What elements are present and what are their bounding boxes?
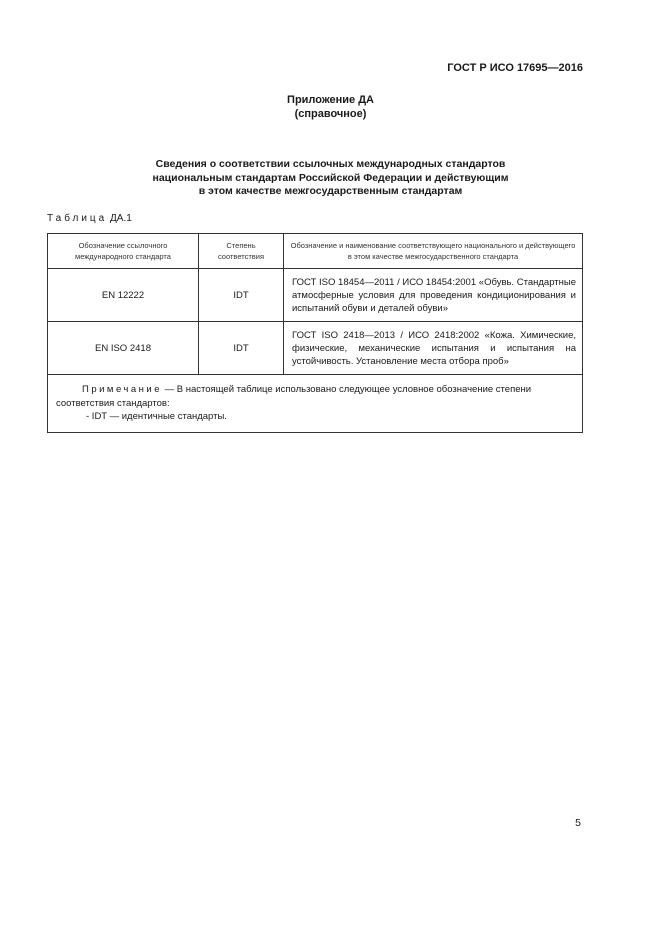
page-number: 5 — [575, 817, 581, 829]
cell-reference: EN ISO 2418 — [48, 322, 199, 375]
correspondence-table — [47, 233, 583, 433]
table-note — [48, 375, 583, 433]
cell-degree: IDT — [199, 322, 284, 375]
cell-degree: IDT — [199, 269, 284, 322]
section-heading — [0, 158, 661, 199]
note-text — [56, 383, 574, 410]
table-header-row — [48, 234, 583, 269]
table-row — [48, 269, 583, 322]
column-header-national: Обозначение и наименование соответствующего национального и действующего в этом качестве межгосударственного стандарта — [284, 234, 583, 269]
cell-national: ГОСТ ISO 2418—2013 / ИСО 2418:2002 «Кожа. Химические, физические, механические испытания и испытания на устойчивость. Установление места отбора проб» — [284, 322, 583, 375]
note-body: — В настоящей таблице использовано следующее условное обозначение степени соответствия стандартов: — [56, 384, 532, 409]
column-header-reference: Обозначение ссылочного международного стандарта — [48, 234, 199, 269]
cell-reference: EN 12222 — [48, 269, 199, 322]
table-note-row — [48, 375, 583, 433]
table-caption-word: Таблица — [47, 213, 108, 224]
document-code: ГОСТ Р ИСО 17695—2016 — [447, 62, 583, 74]
table-row — [48, 322, 583, 375]
annex-title-block — [0, 93, 661, 121]
annex-subtitle: (справочное) — [294, 108, 367, 120]
heading-line-3: в этом качестве межгосударственным стандартам — [198, 185, 463, 197]
note-label: Примечание — [82, 384, 162, 395]
table-caption — [47, 213, 132, 224]
table-caption-number: ДА.1 — [110, 213, 132, 224]
note-list-item: - IDT — идентичные стандарты. — [86, 411, 227, 422]
heading-line-2: национальным стандартам Российской Федерации и действующим — [152, 171, 509, 184]
annex-title: Приложение ДА — [287, 94, 374, 106]
column-header-degree: Степень соответствия — [199, 234, 284, 269]
heading-line-1: Сведения о соответствии ссылочных международных стандартов — [155, 158, 506, 170]
cell-national: ГОСТ ISO 18454—2011 / ИСО 18454:2001 «Обувь. Стандартные атмосферные условия для проведения кондиционирования и испытаний обуви и деталей обуви» — [284, 269, 583, 322]
